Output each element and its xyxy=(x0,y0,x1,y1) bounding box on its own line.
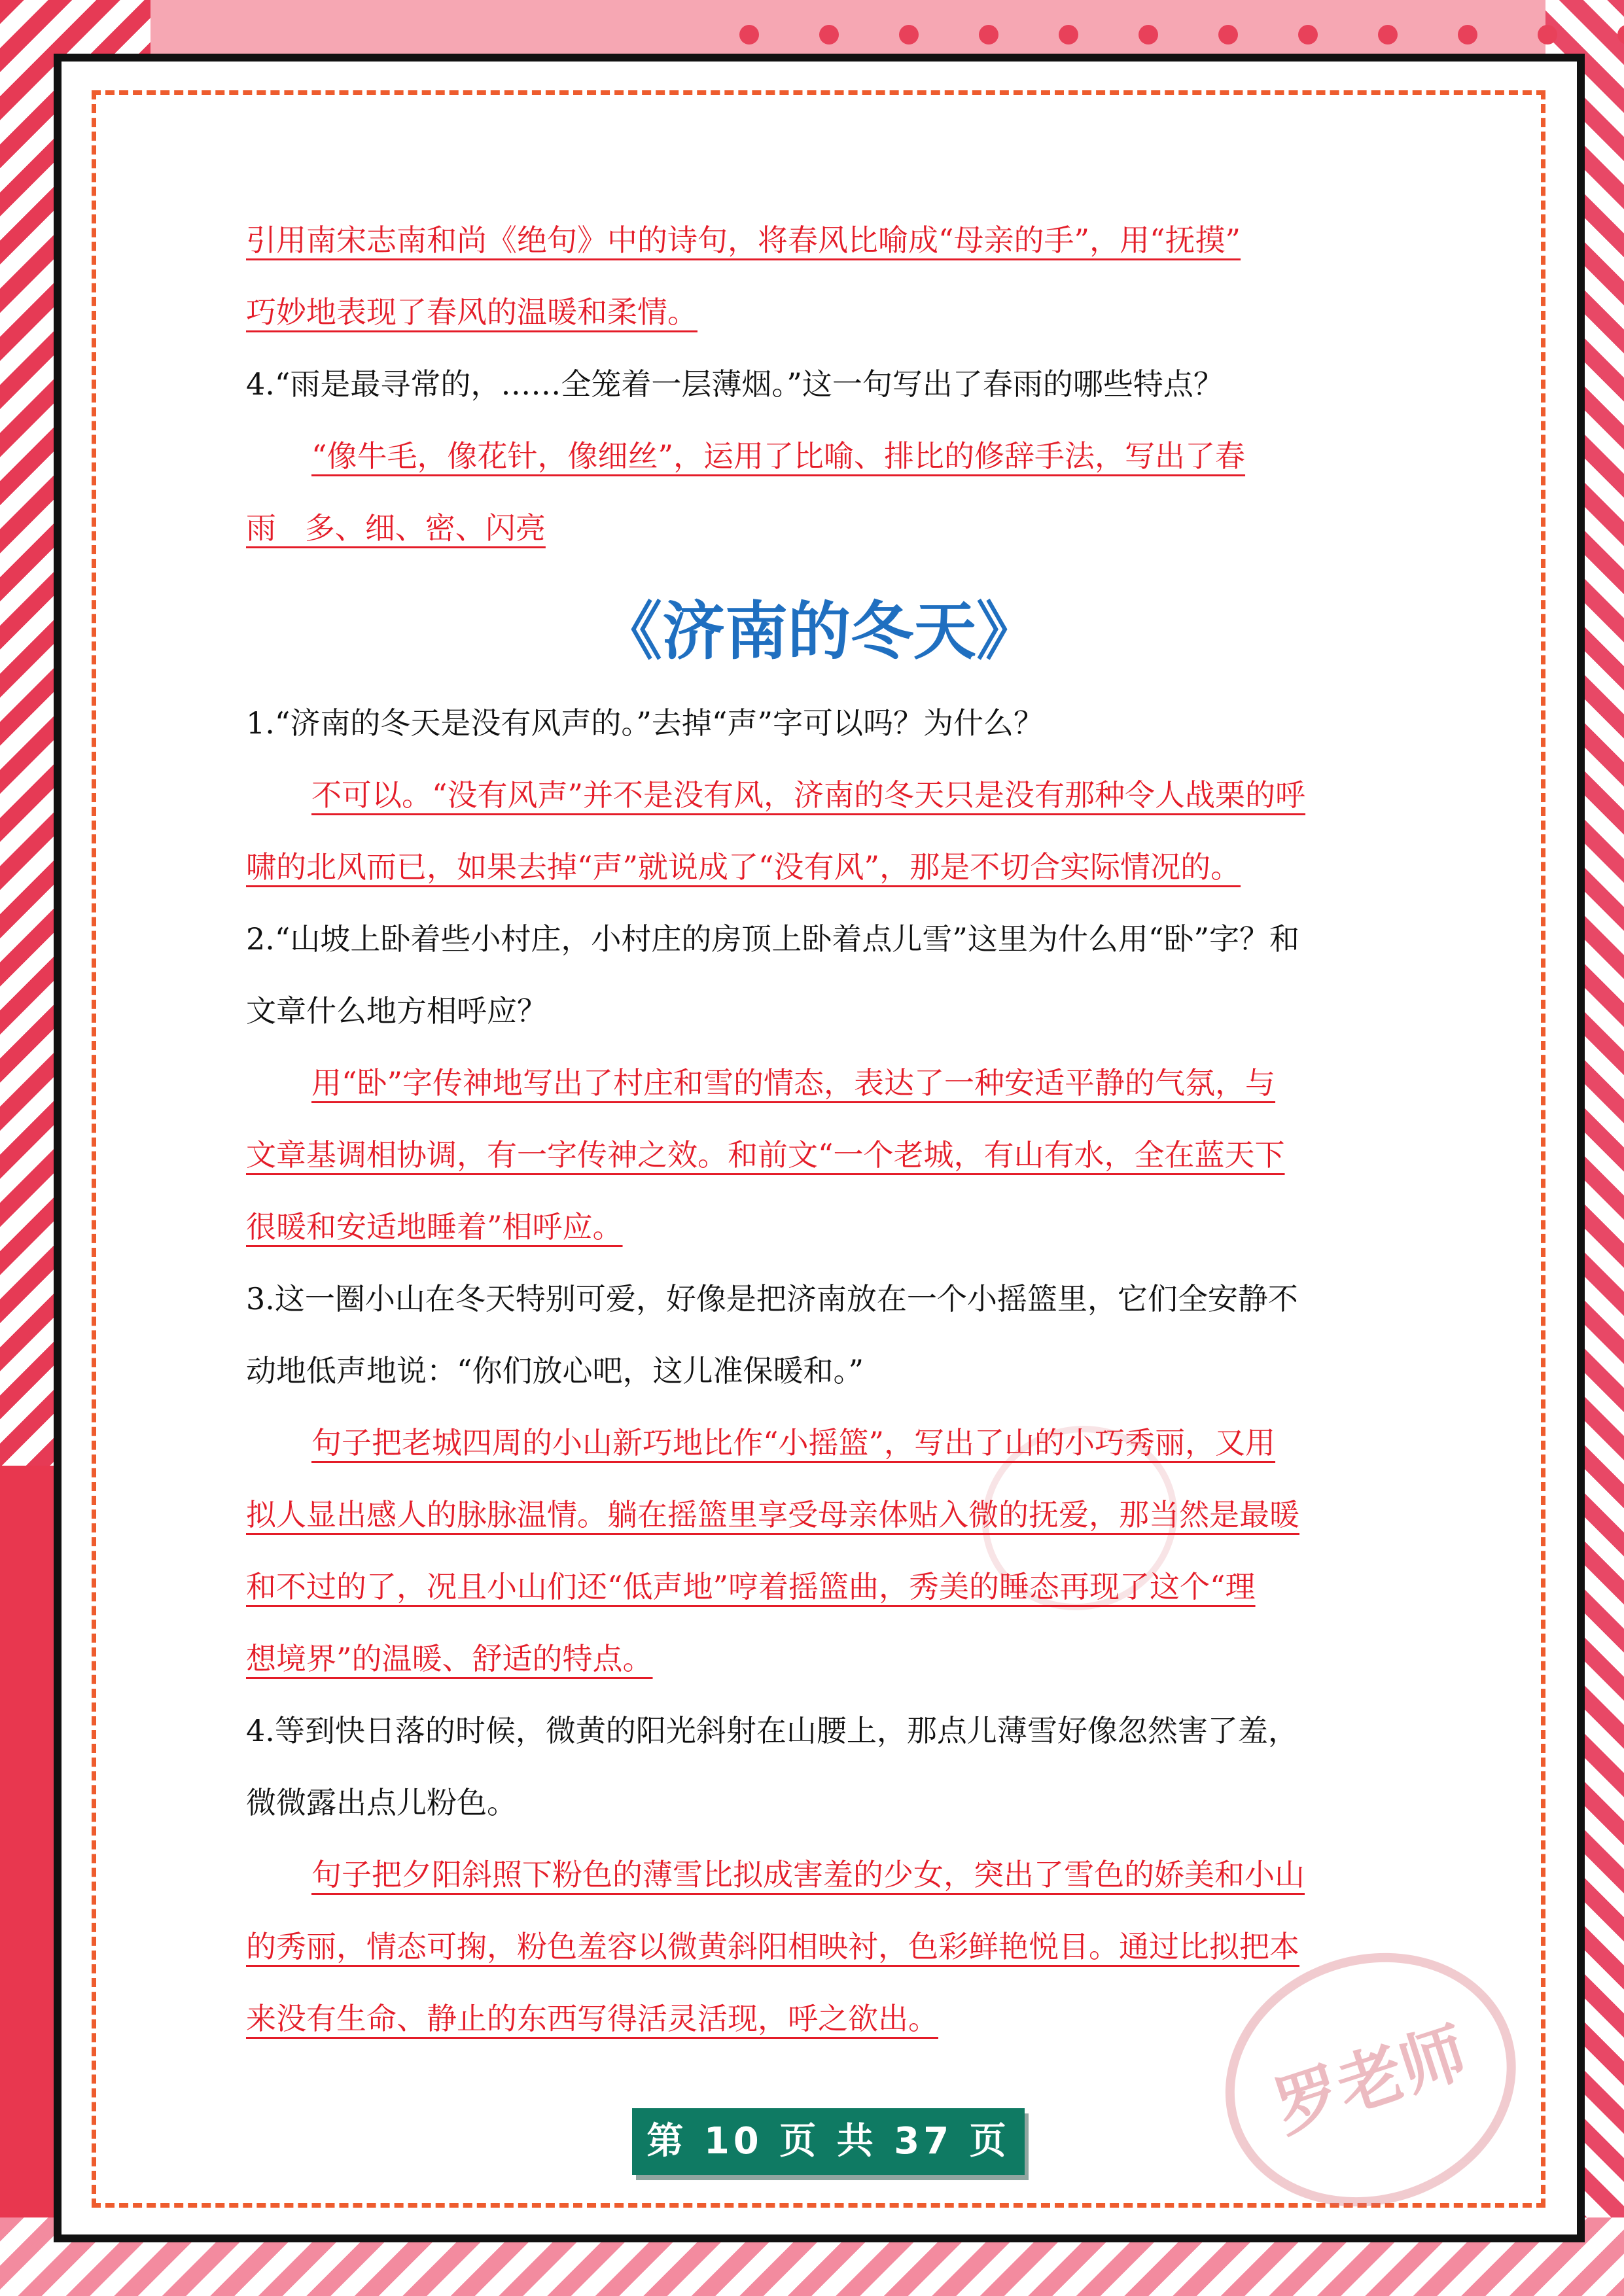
page-number-badge: 第 10 页 共 37 页 xyxy=(632,2108,1025,2175)
question-block xyxy=(246,348,1392,564)
question-line: 4.等到快日落的时候，微黄的阳光斜射在山腰上，那点儿薄雪好像忽然害了羞， xyxy=(246,1713,1298,1748)
question-line: 2.“山坡上卧着些小村庄，小村庄的房顶上卧着点儿雪”这里为什么用“卧”字？和 xyxy=(246,921,1299,957)
top-answer xyxy=(246,204,1392,348)
question-line: 1.“济南的冬天是没有风声的。”去掉“声”字可以吗？为什么？ xyxy=(246,705,1044,741)
top-dots-decoration xyxy=(739,25,1624,44)
section-title: 《济南的冬天》 xyxy=(599,595,1039,668)
answer-line: 拟人显出感人的脉脉温情。躺在摇篮里享受母亲体贴入微的抚爱，那当然是最暖 xyxy=(246,1497,1299,1532)
answer-line: 来没有生命、静止的东西写得活灵活现，呼之欲出。 xyxy=(246,2001,938,2036)
answer-line: “像牛毛，像花针，像细丝”，运用了比喻、排比的修辞手法，写出了春 xyxy=(311,438,1246,474)
question-line: 4.“雨是最寻常的，……全笼着一层薄烟。”这一句写出了春雨的哪些特点？ xyxy=(246,366,1224,402)
answer-line: 想境界”的温暖、舒适的特点。 xyxy=(246,1641,653,1676)
answer-line: 雨 多、细、密、闪亮 xyxy=(246,510,546,546)
answer-line: 句子把夕阳斜照下粉色的薄雪比拟成害羞的少女，突出了雪色的娇美和小山 xyxy=(311,1857,1305,1892)
question-line: 3.这一圈小山在冬天特别可爱，好像是把济南放在一个小摇篮里，它们全安静不 xyxy=(246,1281,1298,1316)
question-line: 动地低声地说：“你们放心吧，这儿准保暖和。” xyxy=(246,1353,864,1388)
answer-line: 很暖和安适地睡着”相呼应。 xyxy=(246,1209,623,1245)
answer-line: 不可以。“没有风声”并不是没有风，济南的冬天只是没有那种令人战栗的呼 xyxy=(311,777,1306,813)
answer-line: 巧妙地表现了春风的温暖和柔情。 xyxy=(246,294,697,330)
answer-line: 啸的北风而已，如果去掉“声”就说成了“没有风”，那是不切合实际情况的。 xyxy=(246,849,1241,885)
question-line: 微微露出点儿粉色。 xyxy=(246,1785,517,1820)
document-content xyxy=(246,204,1392,2055)
question-block xyxy=(246,1263,1392,1695)
answer-line: 和不过的了，况且小山们还“低声地”哼着摇篮曲，秀美的睡态再现了这个“理 xyxy=(246,1569,1256,1604)
answer-line: 的秀丽，情态可掬，粉色羞容以微黄斜阳相映衬，色彩鲜艳悦目。通过比拟把本 xyxy=(246,1929,1299,1964)
question-block xyxy=(246,687,1392,903)
answer-line: 引用南宋志南和尚《绝句》中的诗句，将春风比喻成“母亲的手”，用“抚摸” xyxy=(246,222,1241,258)
question-block xyxy=(246,903,1392,1263)
answer-line: 用“卧”字传神地写出了村庄和雪的情态，表达了一种安适平静的气氛，与 xyxy=(311,1065,1276,1101)
watermark-text: 罗老师 xyxy=(1265,2013,1476,2147)
answer-line: 句子把老城四周的小山新巧地比作“小摇篮”，写出了山的小巧秀丽，又用 xyxy=(311,1425,1276,1460)
answer-line: 文章基调相协调，有一字传神之效。和前文“一个老城，有山有水，全在蓝天下 xyxy=(246,1137,1285,1173)
question-line: 文章什么地方相呼应？ xyxy=(246,993,547,1029)
